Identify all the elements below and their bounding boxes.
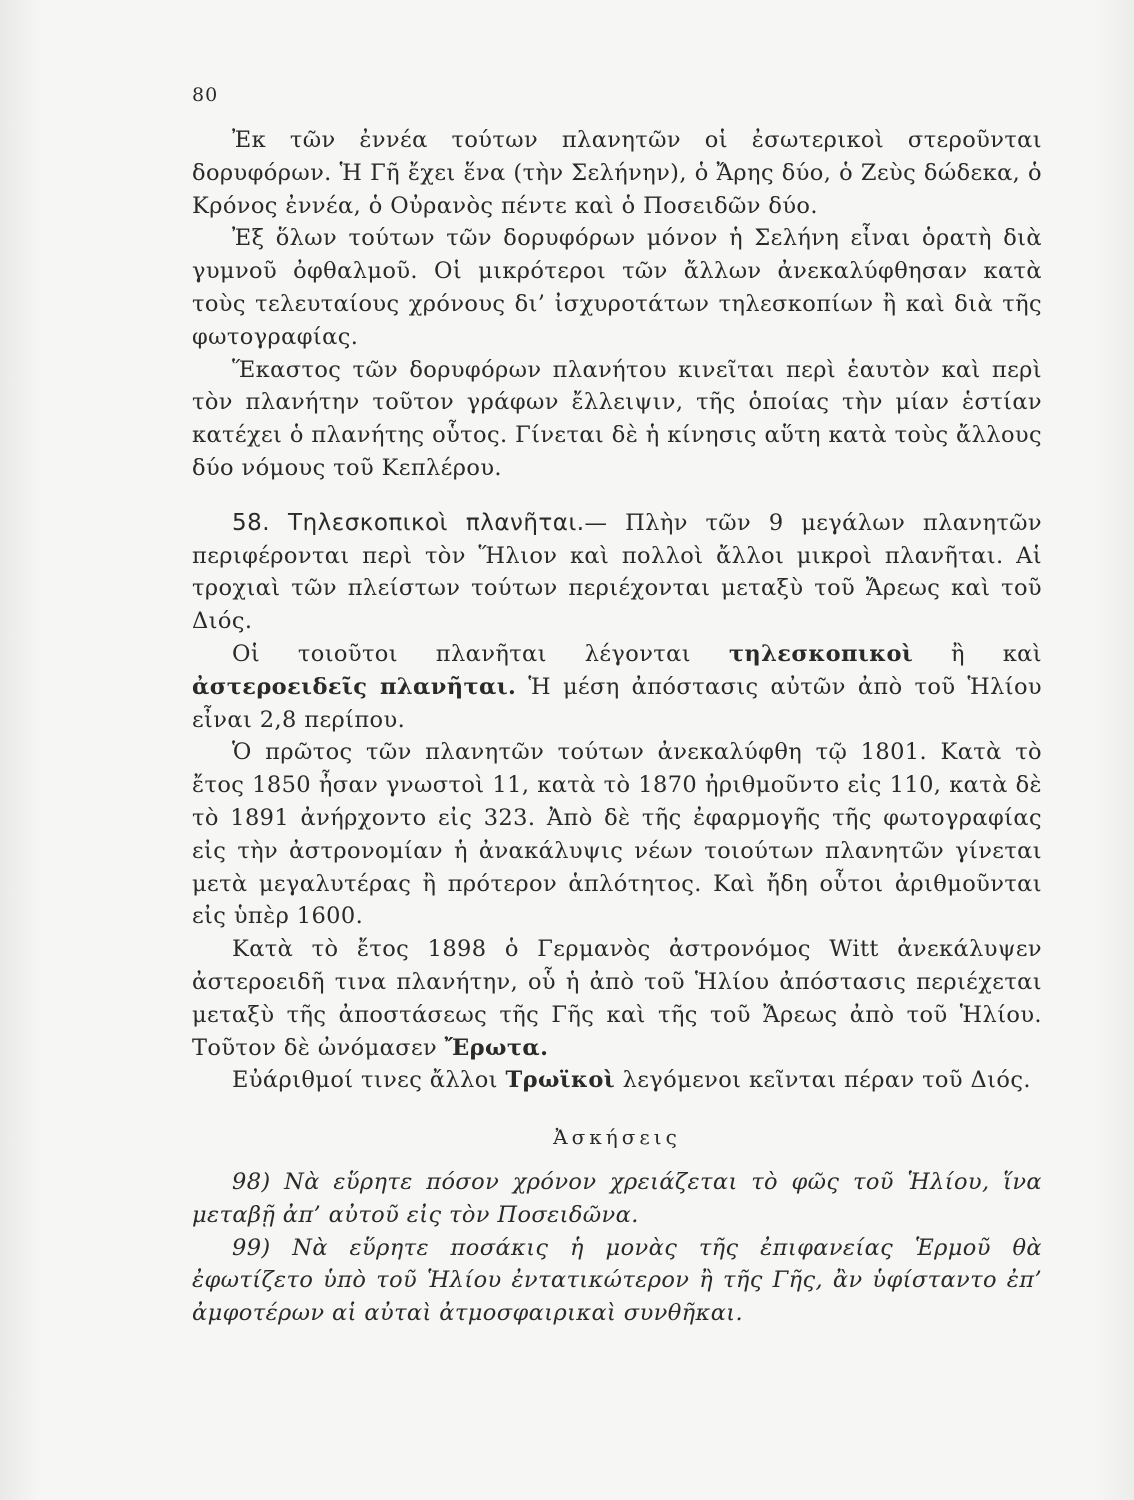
page-number: 80 <box>192 84 219 106</box>
section-title: 58. Τηλεσκοπικοὶ πλανῆται. <box>232 509 585 536</box>
term-eros: Ἔρωτα. <box>444 1034 549 1061</box>
exercise-99: 99) Νὰ εὕρητε ποσάκις ἡ μονὰς τῆς ἐπιφανείας Ἑρμοῦ θὰ ἐφωτίζετο ὑπὸ τοῦ Ἡλίου ἐντατικώτερον ἢ τῆς Γῆς, ἂν ὑφίσταντο ἐπ’ ἀμφοτέρων αἱ αὐταὶ ἀτμοσφαιρικαὶ συνθῆκαι. <box>192 1234 1042 1327</box>
page-body <box>192 124 1042 1330</box>
text-run: Εὐάριθμοί τινες ἄλλοι <box>232 1067 506 1094</box>
exercise-98: 98) Νὰ εὕρητε πόσον χρόνον χρειάζεται τὸ φῶς τοῦ Ἡλίου, ἵνα μεταβῇ ἀπ’ αὐτοῦ εἰς τὸν Ποσειδῶνα. <box>192 1168 1042 1228</box>
text-run: Κατὰ τὸ ἔτος 1898 ὁ Γερμανὸς ἀστρονόμος Witt ἀνεκάλυψεν ἀστεροειδῆ τινα πλανήτην, οὗ ἡ ἀπὸ τοῦ Ἡλίου ἀπόστασις περιέχεται μεταξὺ τῆς ἀποστάσεως τῆς Γῆς καὶ τῆς τοῦ Ἄρεως ἀπὸ τοῦ Ἡλίου. Τοῦτον δὲ ὠνόμασεν <box>192 936 1042 1061</box>
paragraph-satellites-visibility: Ἐξ ὅλων τούτων τῶν δορυφόρων μόνον ἡ Σελήνη εἶναι ὁρατὴ διὰ γυμνοῦ ὀφθαλμοῦ. Οἱ μικρότεροι τῶν ἄλλων ἀνεκαλύφθησαν κατὰ τοὺς τελευταίους χρόνους δι’ ἰσχυροτάτων τηλεσκοπίων ἢ καὶ διὰ τῆς φωτογραφίας. <box>192 225 1042 350</box>
paragraph-satellite-motion: Ἕκαστος τῶν δορυφόρων πλανήτου κινεῖται περὶ ἑαυτὸν καὶ περὶ τὸν πλανήτην τοῦτον γράφων ἔλλειψιν, τῆς ὁποίας τὴν μίαν ἑστίαν κατέχει ὁ πλανήτης οὗτος. Γίνεται δὲ ἡ κίνησις αὕτη κατὰ τοὺς ἄλλους δύο νόμους τοῦ Κεπλέρου. <box>192 356 1042 481</box>
section-58-intro <box>192 507 1042 638</box>
text-run: ἢ καὶ <box>913 640 1043 667</box>
paragraph-discovery-history: Ὁ πρῶτος τῶν πλανητῶν τούτων ἀνεκαλύφθη τῷ 1801. Κατὰ τὸ ἔτος 1850 ἦσαν γνωστοὶ 11, κατὰ τὸ 1870 ἠριθμοῦντο εἰς 110, κατὰ δὲ τὸ 1891 ἀνήρχοντο εἰς 323. Ἀπὸ δὲ τῆς ἐφαρμογῆς τῆς φωτογραφίας εἰς τὴν ἀστρονομίαν ἡ ἀνακάλυψις νέων τοιούτων πλανητῶν γίνεται μετὰ μεγαλυτέρας ἢ πρότερον ἁπλότητος. Καὶ ἤδη οὗτοι ἀριθμοῦνται εἰς ὑπὲρ 1600. <box>192 739 1042 930</box>
text-run: Ἡ μέση ἀπόστασις αὐτῶν ἀπὸ τοῦ Ἡλίου εἶναι 2,8 περίπου. <box>192 673 1043 733</box>
term-telescopic: τηλεσκοπικοὶ <box>728 640 914 667</box>
paragraph-eros <box>192 933 1042 1064</box>
paragraph-telescopic-names <box>192 638 1042 736</box>
text-run: λεγόμενοι κεῖνται πέραν τοῦ Διός. <box>615 1067 1031 1094</box>
paragraph-trojans <box>192 1064 1042 1097</box>
text-run: Οἱ τοιοῦτοι πλανῆται λέγονται <box>232 640 729 667</box>
section-intro-text: — Πλὴν τῶν 9 μεγάλων πλανητῶν περιφέρονται περὶ τὸν Ἥλιον καὶ πολλοὶ ἄλλοι μικροὶ πλανῆται. Αἱ τροχιαὶ τῶν πλείστων τούτων περιέχονται μεταξὺ τοῦ Ἄρεως καὶ τοῦ Διός. <box>192 509 1042 635</box>
term-trojans: Τρωϊκοὶ <box>505 1067 616 1094</box>
paragraph-satellites-count: Ἐκ τῶν ἐννέα τούτων πλανητῶν οἱ ἐσωτερικοὶ στεροῦνται δορυφόρων. Ἡ Γῆ ἔχει ἕνα (τὴν Σελήνην), ὁ Ἄρης δύο, ὁ Ζεὺς δώδεκα, ὁ Κρόνος ἐννέα, ὁ Οὐρανὸς πέντε καὶ ὁ Ποσειδῶν δύο. <box>192 127 1042 219</box>
term-asteroids: ἀστεροειδεῖς πλανῆται. <box>192 673 517 700</box>
exercises-heading: Ἀσκήσεις <box>553 1125 681 1150</box>
